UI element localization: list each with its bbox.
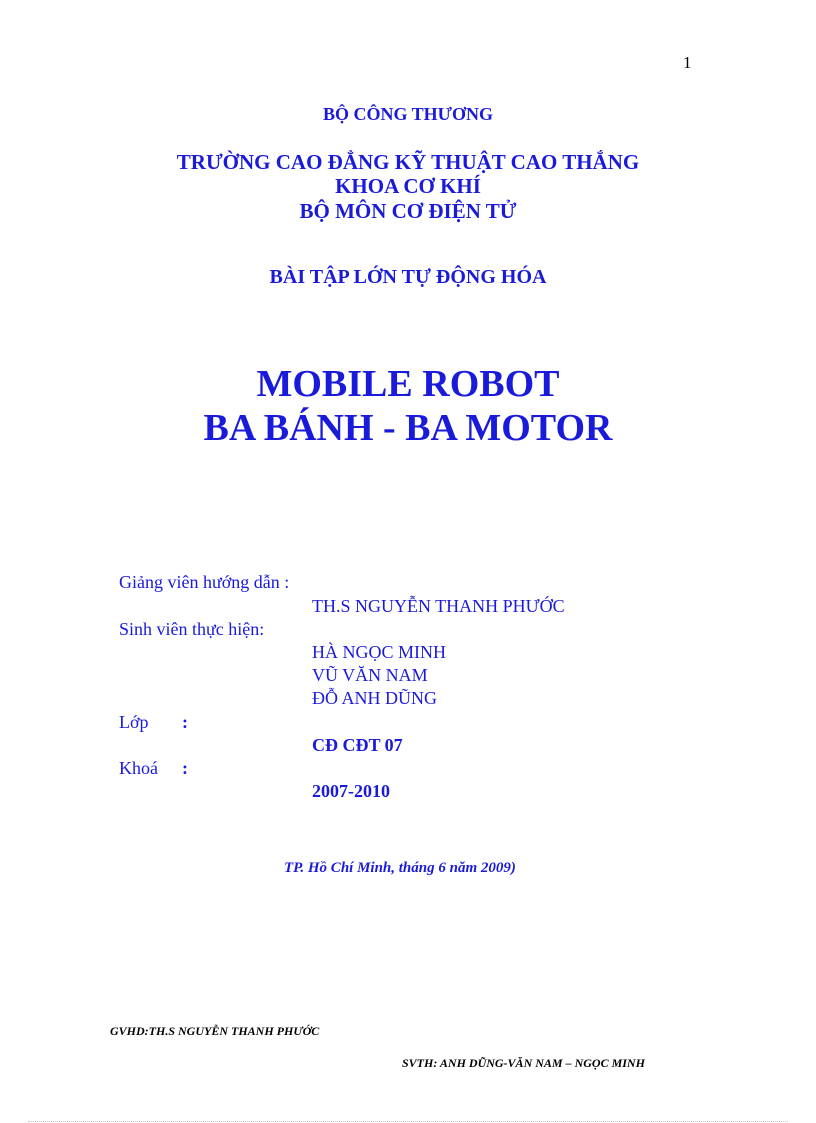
class-value: CĐ CĐT 07: [312, 735, 403, 755]
assignment-heading: BÀI TẬP LỚN TỰ ĐỘNG HÓA: [269, 266, 547, 288]
page-number: 1: [683, 53, 692, 72]
department-heading: BỘ MÔN CƠ ĐIỆN TỬ: [299, 199, 517, 223]
student-name: HÀ NGỌC MINH: [312, 642, 446, 662]
course-colon: :: [182, 758, 188, 778]
student-name: ĐỖ ANH DŨNG: [312, 688, 437, 708]
students-label: Sinh viên thực hiện:: [119, 619, 265, 639]
supervisor-label: Giảng viên hướng dẫn :: [119, 572, 290, 592]
project-title-line-1: MOBILE ROBOT: [256, 363, 560, 405]
class-label: Lớp: [119, 712, 149, 732]
class-colon: :: [182, 712, 188, 732]
student-name: VŨ VĂN NAM: [312, 665, 428, 685]
course-value: 2007-2010: [312, 781, 390, 801]
supervisor-name: TH.S NGUYỄN THANH PHƯỚC: [312, 596, 565, 616]
project-title-line-2: BA BÁNH - BA MOTOR: [203, 407, 613, 449]
footer-divider: [28, 1121, 788, 1122]
school-heading: TRƯỜNG CAO ĐẲNG KỸ THUẬT CAO THẮNG: [176, 150, 640, 174]
footer-supervisor: GVHD:TH.S NGUYỄN THANH PHƯỚC: [110, 1024, 320, 1038]
faculty-heading: KHOA CƠ KHÍ: [335, 174, 481, 198]
footer-students: SVTH: ANH DŨNG-VĂN NAM – NGỌC MINH: [402, 1056, 645, 1070]
ministry-heading: [0, 104, 816, 125]
course-label: Khoá: [119, 758, 158, 778]
place-date: TP. Hồ Chí Minh, tháng 6 năm 2009): [284, 860, 516, 876]
ministry-text: BỘ CÔNG THƯƠNG: [322, 104, 493, 124]
